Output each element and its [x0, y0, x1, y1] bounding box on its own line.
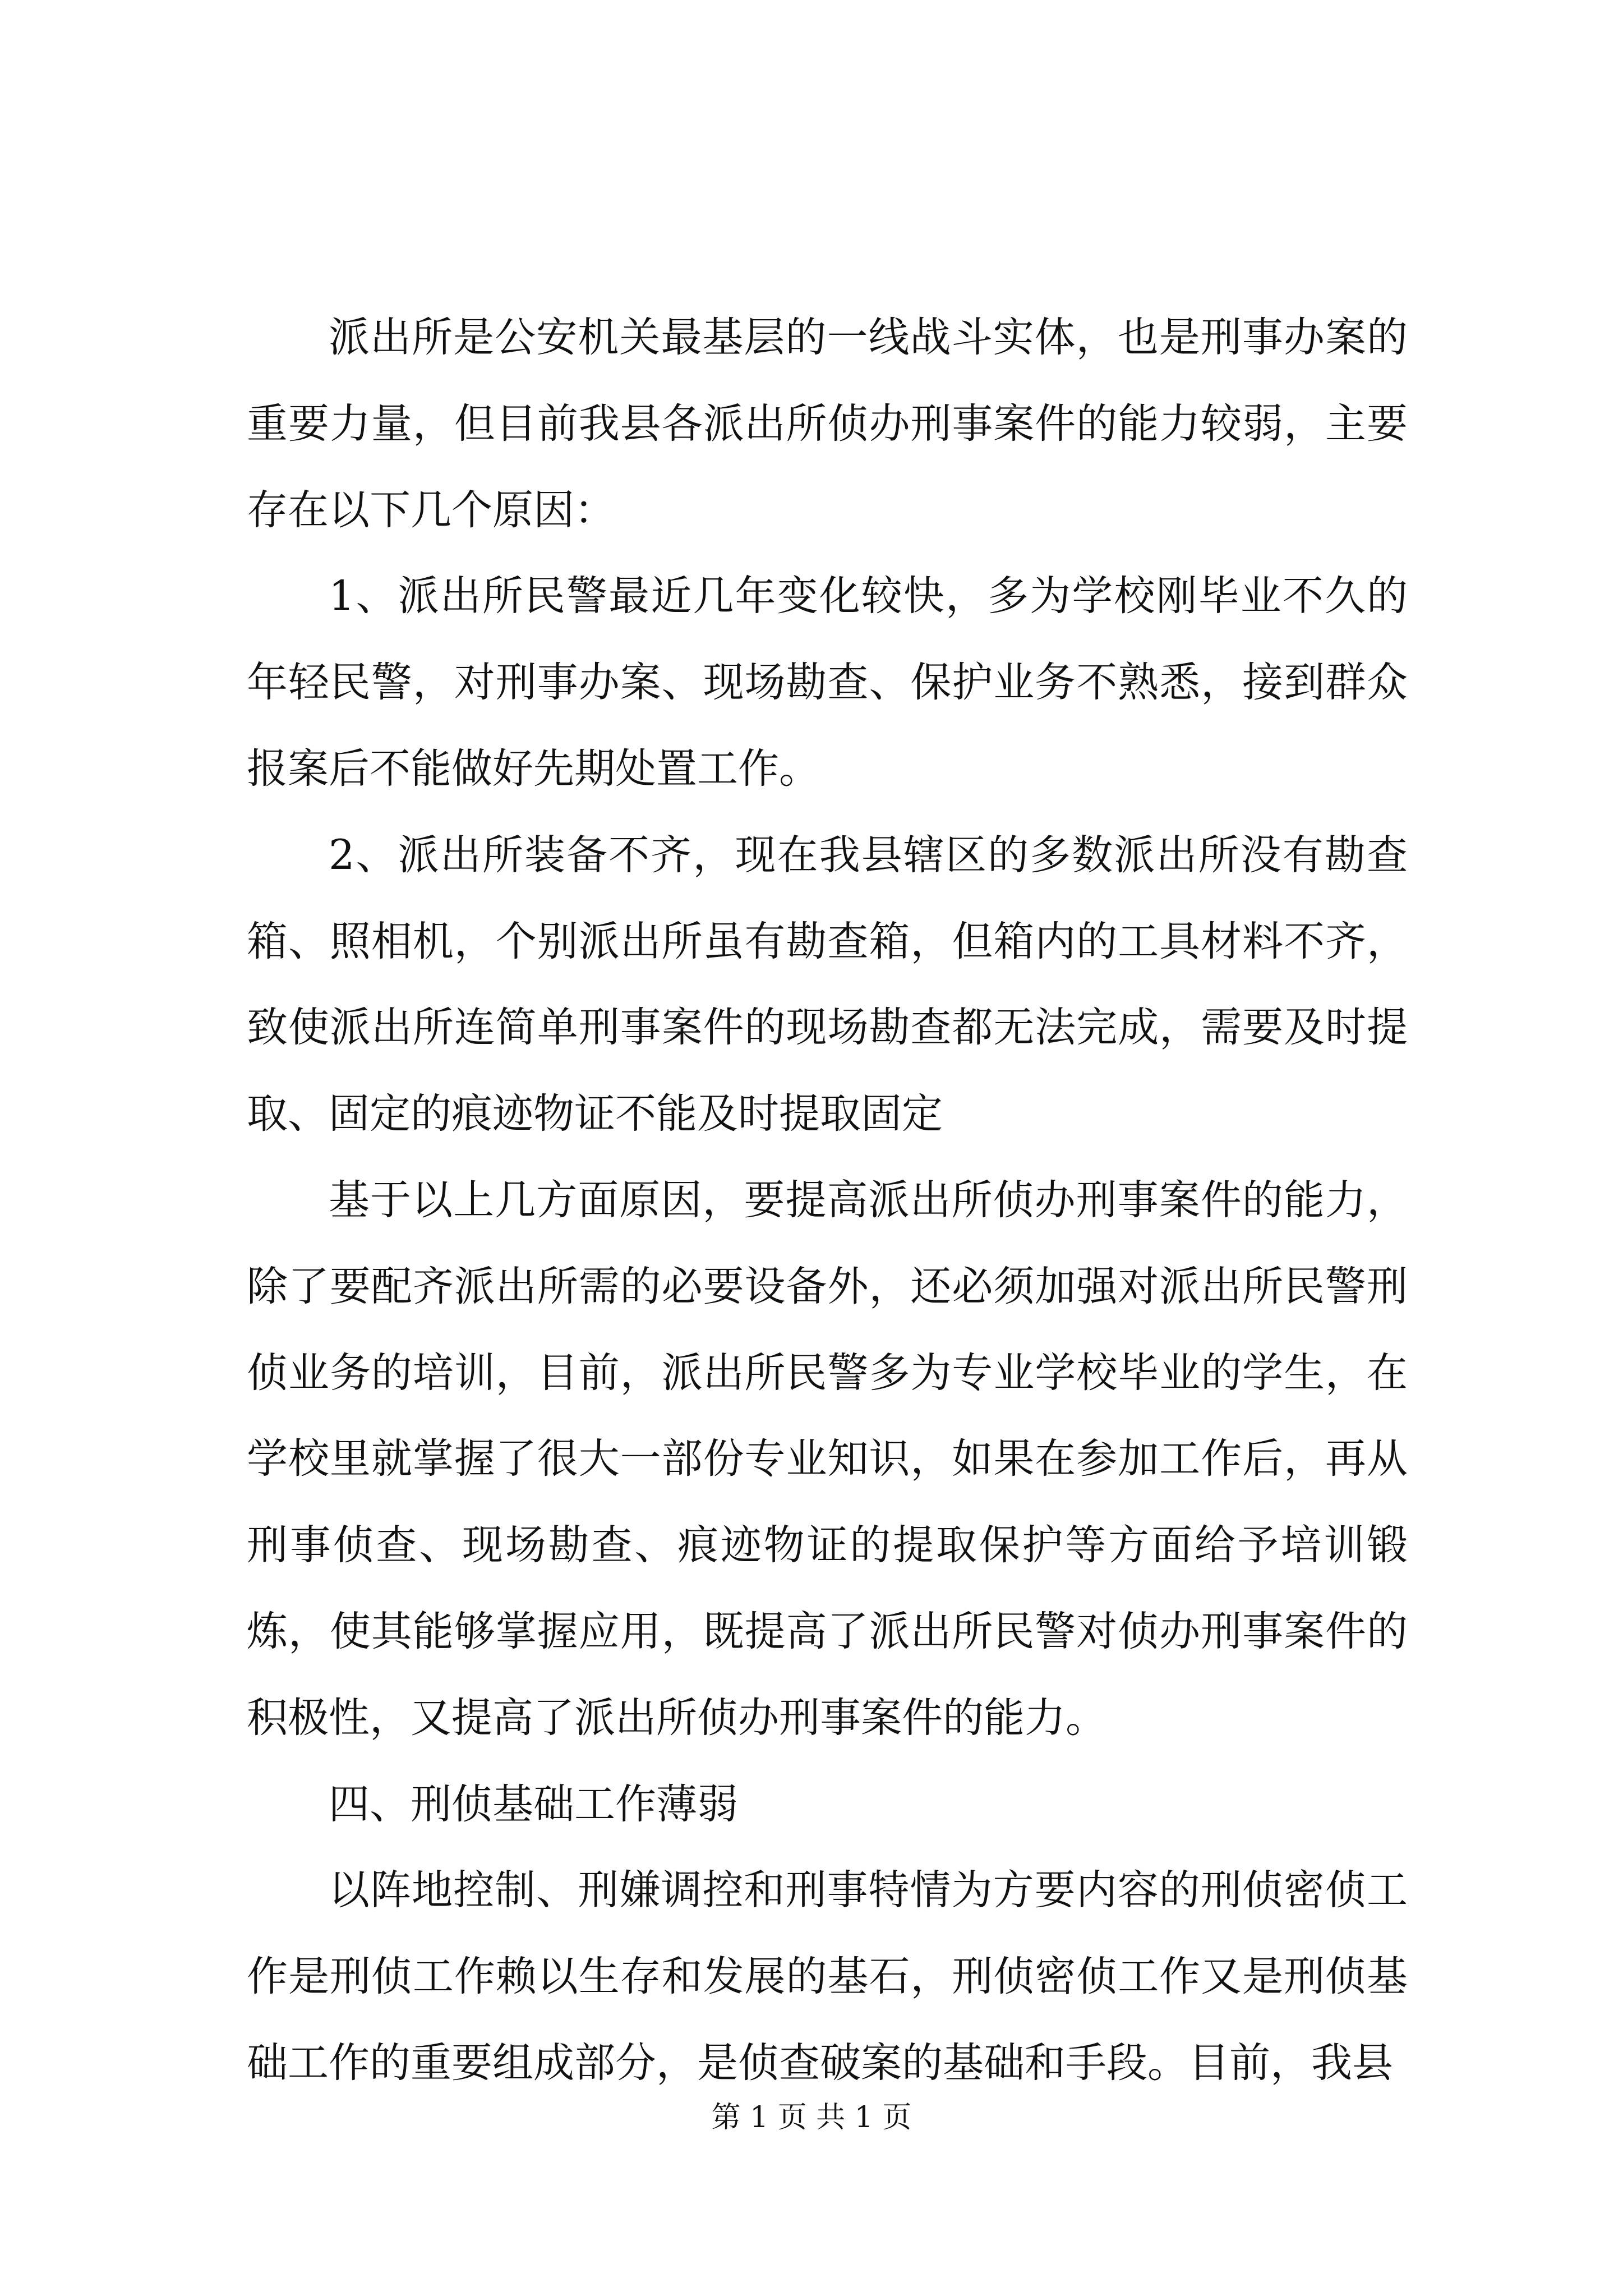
paragraph-section-4: 以阵地控制、刑嫌调控和刑事特情为方要内容的刑侦密侦工作是刑侦工作赖以生存和发展的基石，刑侦密侦工作又是刑侦基础工作的重要组成部分，是侦查破案的基础和手段。目前，我县 [247, 1866, 1408, 2087]
paragraph-conclusion: 基于以上几方面原因，要提高派出所侦办刑事案件的能力，除了要配齐派出所需的必要设备外，还必须加强对派出所民警刑侦业务的培训，目前，派出所民警多为专业学校毕业的学生，在学校里就掌握了很大一部份专业知识，如果在参加工作后，再从刑事侦查、现场勘查、痕迹物证的提取保护等方面给予培训锻炼，使其能够掌握应用，既提高了派出所民警对侦办刑事案件的积极性，又提高了派出所侦办刑事案件的能力。 [247, 1176, 1408, 1742]
paragraph-reason-2: 2、派出所装备不齐，现在我县辖区的多数派出所没有勘查箱、照相机，个别派出所虽有勘查箱，但箱内的工具材料不齐，致使派出所连简单刑事案件的现场勘查都无法完成，需要及时提取、固定的痕迹物证不能及时提取固定 [247, 831, 1408, 1138]
page-footer: 第 1 页 共 1 页 [711, 2101, 912, 2134]
paragraph-intro: 派出所是公安机关最基层的一线战斗实体，也是刑事办案的重要力量，但目前我县各派出所侦办刑事案件的能力较弱，主要存在以下几个原因： [247, 314, 1408, 534]
paragraph-reason-1: 1、派出所民警最近几年变化较快，多为学校刚毕业不久的年轻民警，对刑事办案、现场勘查、保护业务不熟悉，接到群众报案后不能做好先期处置工作。 [247, 572, 1408, 793]
document-body [247, 295, 1408, 2106]
section-heading: 四、刑侦基础工作薄弱 [329, 1780, 738, 1828]
